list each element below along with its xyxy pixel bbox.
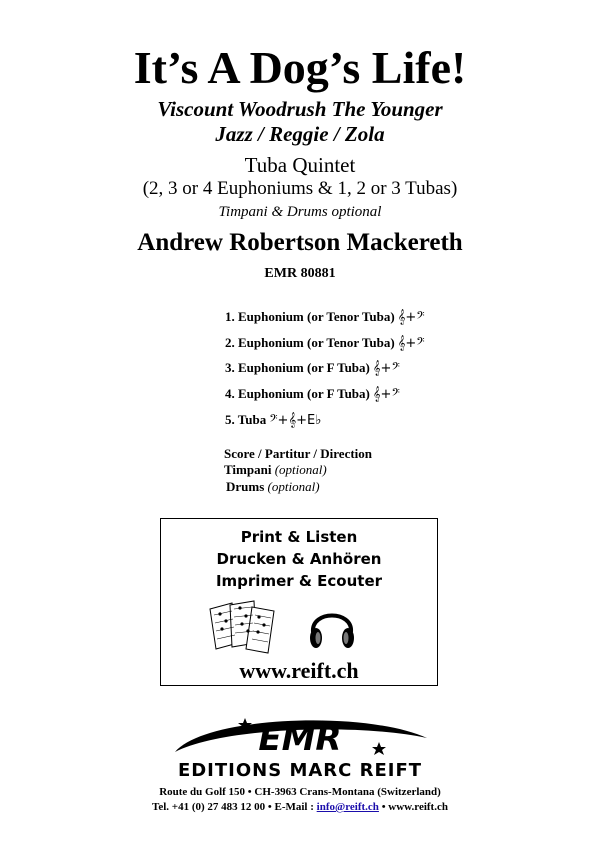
drums-part [226,479,320,495]
clef-icon: 𝄢+𝄞+E♭ [269,413,322,428]
subtitle-movements: Jazz / Reggie / Zola [215,122,385,146]
headphones-icon [307,598,357,654]
timpani-optional: (optional) [274,462,327,477]
clef-icon: 𝄞+𝄢 [372,361,400,376]
optional-instruments-note: Timpani & Drums optional [218,204,382,220]
promo-line-en: Print & Listen [240,528,358,546]
subtitle-movement-1: Viscount Woodrush The Younger [157,97,443,121]
drums-optional: (optional) [267,479,320,494]
part-label: 4. Euphonium (or F Tuba) [225,386,370,401]
promo-line-fr: Imprimer & Ecouter [215,572,383,590]
part-item [225,359,400,378]
timpani-part [224,462,327,478]
svg-text:EMR: EMR [258,719,342,759]
score-label: Score / Partitur / Direction [224,446,373,461]
publisher-name: EDITIONS MARC REIFT [177,760,423,781]
website-text: • www.reift.ch [378,801,448,813]
timpani-label: Timpani [224,462,272,477]
promo-website[interactable]: www.reift.ch [239,658,359,683]
publisher-contact [0,800,600,814]
part-item [225,308,425,327]
part-label: 5. Tuba [225,412,267,427]
part-label: 3. Euphonium (or F Tuba) [225,360,370,375]
phone-text: Tel. +41 (0) 27 483 12 00 • E-Mail : [152,801,317,813]
part-label: 1. Euphonium (or Tenor Tuba) [225,309,395,324]
clef-icon: 𝄞+𝄢 [372,387,400,402]
email-link[interactable]: info@reift.ch [316,801,379,813]
publisher-address: Route du Golf 150 • CH-3963 Crans-Montana (Switzerland) [159,786,441,798]
part-item [225,334,425,353]
catalog-number: EMR 80881 [264,266,336,281]
scoring-details: (2, 3 or 4 Euphoniums & 1, 2 or 3 Tubas) [142,178,458,199]
part-item [225,411,321,430]
sheet-music-icon [208,599,280,655]
promo-line-de: Drucken & Anhören [216,550,382,568]
part-item [225,385,400,404]
drums-label: Drums [226,479,265,494]
part-label: 2. Euphonium (or Tenor Tuba) [225,335,395,350]
clef-icon: 𝄞+𝄢 [397,336,425,351]
emr-logo [165,712,435,760]
composer-name: Andrew Robertson Mackereth [137,229,463,256]
instrumentation: Tuba Quintet [244,153,356,177]
print-listen-box [160,518,438,686]
clef-icon: 𝄞+𝄢 [397,310,425,325]
page-title: It’s A Dog’s Life! [133,42,467,93]
